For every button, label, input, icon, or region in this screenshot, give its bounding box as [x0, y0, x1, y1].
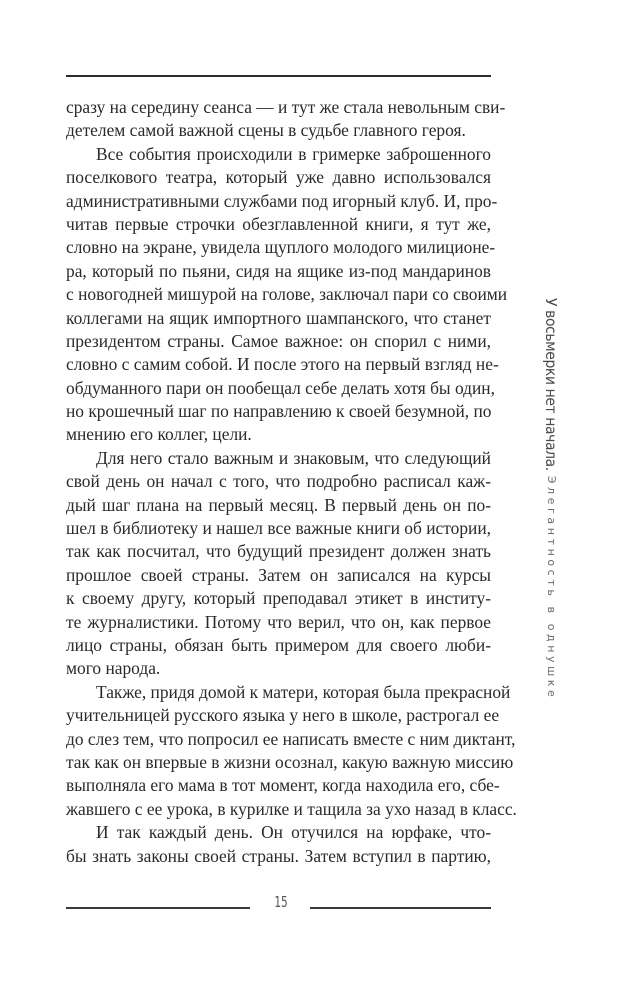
text-line: но крошечный шаг по направлению к своей безумной, по [66, 401, 492, 422]
text-line: словно на экране, увидела щуплого молодого милиционе- [66, 237, 496, 258]
footer-rule-left [66, 907, 250, 909]
text-line: прошлое своей страны. Затем он записался на курсы [66, 564, 491, 585]
text-line: И так каждый день. Он отучился на юрфаке, что- [96, 822, 491, 843]
text-line: мнению его коллег, цели. [66, 424, 252, 445]
text-line: дый шаг плана на первый месяц. В первый день он по- [66, 494, 491, 515]
text-line: ра, который по пьяни, сидя на ящике из-под мандаринов [66, 260, 491, 281]
text-line: сразу на середину сеанса — и тут же стала невольным сви- [66, 97, 506, 117]
text-line: те журналистики. Потому что верил, что он, как первое [66, 611, 491, 632]
text-line: президентом страны. Самое важное: он спорил с ними, [66, 330, 491, 351]
text-line: так как посчитал, что будущий президент должен знать [66, 541, 491, 562]
running-header-title: У восьмерки нет начала. [542, 298, 560, 471]
text-line: поселкового театра, который уже давно использовался [66, 167, 491, 188]
text-line: учительницей русского языка у него в школе, растрогал ее [66, 705, 500, 726]
text-line: коллегами на ящик импортного шампанского, что станет [66, 307, 491, 328]
text-line: к своему другу, который преподавал этикет в институ- [66, 588, 491, 609]
footer-rule-right [310, 907, 491, 909]
text-line: читав первые строчки обезглавленной книги, я тут же, [66, 213, 491, 234]
text-line: обдуманного пари он пообещал себе делать хотя бы один, [66, 377, 495, 398]
text-line: административными службами под игорный клуб. И, про- [66, 190, 498, 211]
text-line: свой день он начал с того, что подробно расписал каж- [66, 471, 491, 492]
text-line: жавшего с ее урока, в курилке и тащила за ухо назад в класс. [66, 798, 517, 819]
text-line: бы знать законы своей страны. Затем вступил в партию, [66, 845, 491, 866]
text-line: лицо страны, обязан быть примером для своего люби- [66, 634, 491, 655]
text-line: Также, придя домой к матери, которая была прекрасной [96, 681, 511, 702]
text-line: Для него стало важным и знаковым, что следующий [96, 447, 491, 468]
page-number: 15 [274, 893, 288, 911]
text-line: Все события происходили в гримерке заброшенного [96, 143, 491, 164]
text-line: так как он впервые в жизни осознал, какую важную миссию [66, 751, 514, 772]
top-rule-divider [66, 75, 491, 77]
text-line: шел в библиотеку и нашел все важные книги об истории, [66, 518, 491, 539]
text-line: словно с самим собой. И после этого на первый взгляд не- [66, 354, 499, 375]
text-line: выполняла его мама в тот момент, когда находила его, сбе- [66, 775, 500, 796]
body-text [66, 96, 517, 868]
text-line: мого народа. [66, 658, 161, 679]
text-line: детелем самой важной сцены в судьбе главного героя. [66, 120, 466, 141]
text-line: до слез тем, что попросил ее написать вместе с ним диктант, [66, 728, 516, 749]
running-header-subtitle: Элегантность в однушке [545, 475, 558, 701]
running-header [536, 298, 560, 701]
text-line: с новогодней мишурой на голове, заключал пари со своими [66, 284, 508, 305]
